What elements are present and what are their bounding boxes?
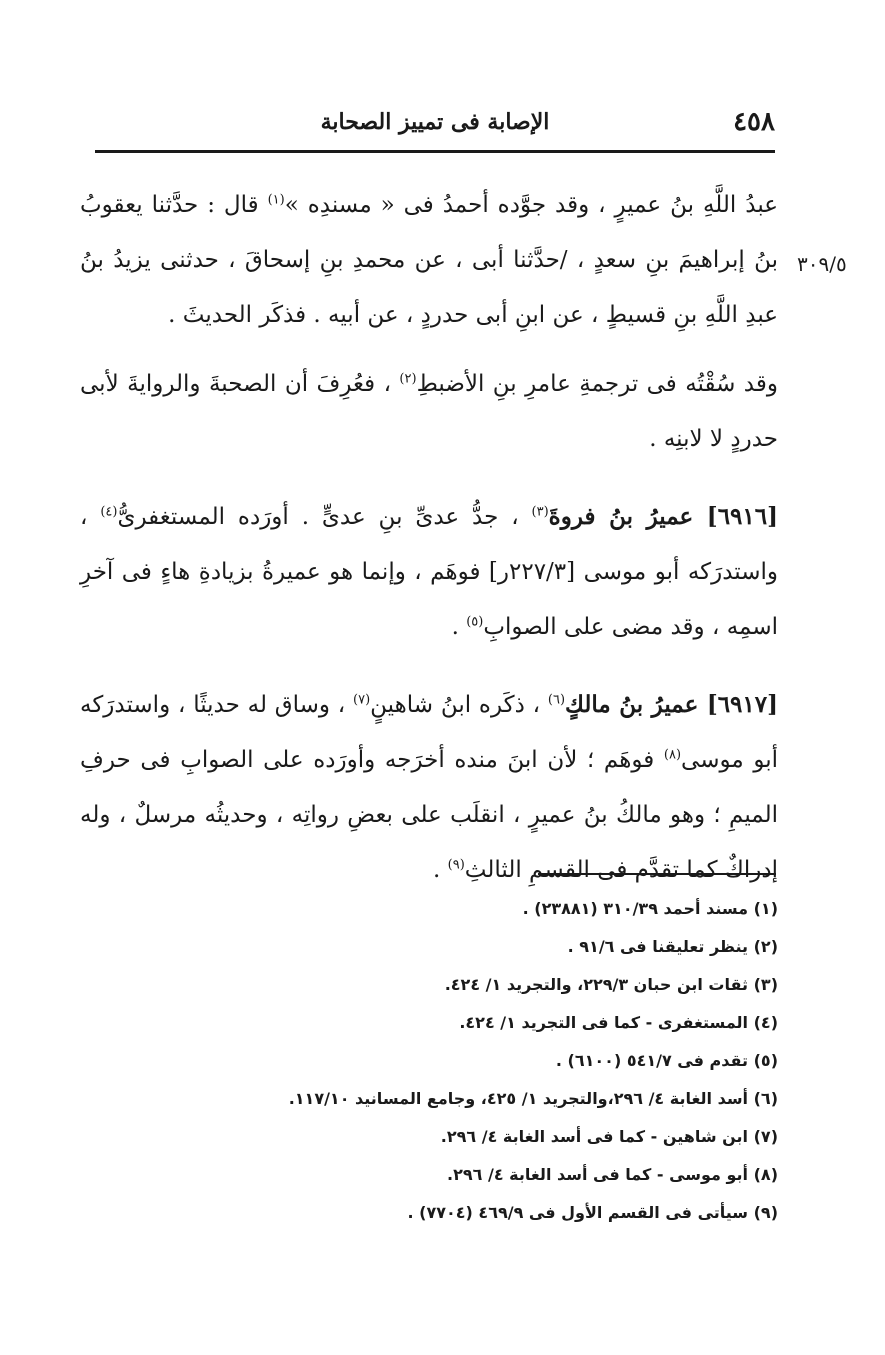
footnote-rule xyxy=(538,873,776,875)
header-rule xyxy=(95,150,775,153)
entry-number: [٦٩١٧] xyxy=(706,691,779,718)
entry-6917-text-d: . xyxy=(433,857,448,883)
footnote-ref-4: (٤) xyxy=(100,504,118,520)
entry-6917-text-b: ، وساق له حديثًا ، واستدرَكه أبو موسى xyxy=(80,692,778,773)
footnote-ref-7: (٧) xyxy=(353,692,371,708)
footnote-9: (٩) سيأتى فى القسم الأول فى ٤٦٩/٩ (٧٧٠٤) . xyxy=(407,1203,778,1222)
footnote-8: (٨) أبو موسى - كما فى أسد الغابة ٤/ ٢٩٦. xyxy=(447,1165,778,1184)
footnote-ref-3: (٣) xyxy=(531,504,549,520)
entry-6917-text-a: ، ذكَره ابنُ شاهينٍ xyxy=(370,692,548,718)
entry-name: عميرُ بنُ فروةَ xyxy=(548,503,707,530)
footnote-ref-1: (١) xyxy=(267,192,285,208)
footnote-ref-8: (٨) xyxy=(663,747,682,763)
page-number: ٤٥٨ xyxy=(733,107,775,137)
footnote-5: (٥) تقدم فى ٥٤١/٧ (٦١٠٠) . xyxy=(555,1051,778,1070)
paragraph-2-text-a: وقد سُقْتُه فى ترجمةِ عامرِ بنِ الأضبطِ xyxy=(416,371,778,397)
main-text xyxy=(80,178,778,898)
margin-note: ٣٠٩/٥ xyxy=(797,252,847,276)
entry-6916 xyxy=(80,489,778,655)
paragraph-1 xyxy=(80,178,778,343)
entry-6916-text-c: . xyxy=(451,614,467,640)
footnote-7: (٧) ابن شاهين - كما فى أسد الغابة ٤/ ٢٩٦. xyxy=(440,1127,778,1146)
running-title: الإصابة فى تمييز الصحابة xyxy=(320,109,550,135)
footnotes xyxy=(230,890,778,1232)
page-header xyxy=(95,103,775,147)
paragraph-1-text-a: عبدُ اللَّهِ بنُ عميرٍ ، وقد جوَّده أحمدُ فى « مسندِه » xyxy=(284,192,778,218)
footnote-ref-2: (٢) xyxy=(399,371,417,387)
entry-6916-text-a: ، جدُّ عدىِّ بنِ عدىٍّ . أورَده المستغفرىُّ xyxy=(117,504,532,530)
footnote-2: (٢) ينظر تعليقنا فى ٩١/٦ . xyxy=(567,937,778,956)
entry-name: عميرُ بنُ مالكٍ xyxy=(565,691,707,718)
entry-6917-text-c: فوهَم ؛ لأن ابنَ منده أخرَجه وأورَده على الصوابِ فى حرفِ الميمِ ؛ وهو مالكُ بنُ عميرٍ ، انقلَب على بعضِ رواتِه ، وحديثُه مرسلٌ ، وله إدراكٌ كما تقدَّم فى القسمِ الثالثِ xyxy=(80,747,778,883)
footnote-1: (١) مسند أحمد ٣١٠/٣٩ (٢٣٨٨١) . xyxy=(522,899,778,918)
footnote-ref-9: (٩) xyxy=(447,857,465,873)
footnote-4: (٤) المستغفرى - كما فى التجريد ١/ ٤٢٤. xyxy=(459,1013,778,1032)
entry-6917 xyxy=(80,677,778,898)
entry-6916-text-b: ، واستدرَكه أبو موسى [٢٢٧/٣ر] فوهَم ، وإنما هو عميرةُ بزيادةِ هاءٍ فى آخرِ اسمِه ، وقد مضى على الصوابِ xyxy=(80,504,778,640)
paragraph-2-text-b: ، فعُرِفَ أن الصحبةَ والروايةَ لأبى حدردٍ لا لابنِه . xyxy=(80,371,778,452)
paragraph-1-text-b: قال : حدَّثنا يعقوبُ بنُ إبراهيمَ بنِ سعدٍ ، /حدَّثنا أبى ، عن محمدِ بنِ إسحاقَ ، حدثنى يزيدُ بنُ عبدِ اللَّهِ بنِ قسيطٍ ، عن ابنِ أبى حدردٍ ، عن أبيه . فذكَر الحديثَ . xyxy=(80,192,778,328)
entry-number: [٦٩١٦] xyxy=(706,503,778,530)
footnote-6: (٦) أسد الغابة ٤/ ٢٩٦،والتجريد ١/ ٤٢٥، وجامع المسانيد ١١٧/١٠. xyxy=(288,1089,778,1108)
footnote-ref-6: (٦) xyxy=(547,692,566,708)
footnote-ref-5: (٥) xyxy=(466,614,484,630)
footnote-3: (٣) ثقات ابن حبان ٢٢٩/٣، والتجريد ١/ ٤٢٤. xyxy=(444,975,778,994)
paragraph-2 xyxy=(80,357,778,467)
